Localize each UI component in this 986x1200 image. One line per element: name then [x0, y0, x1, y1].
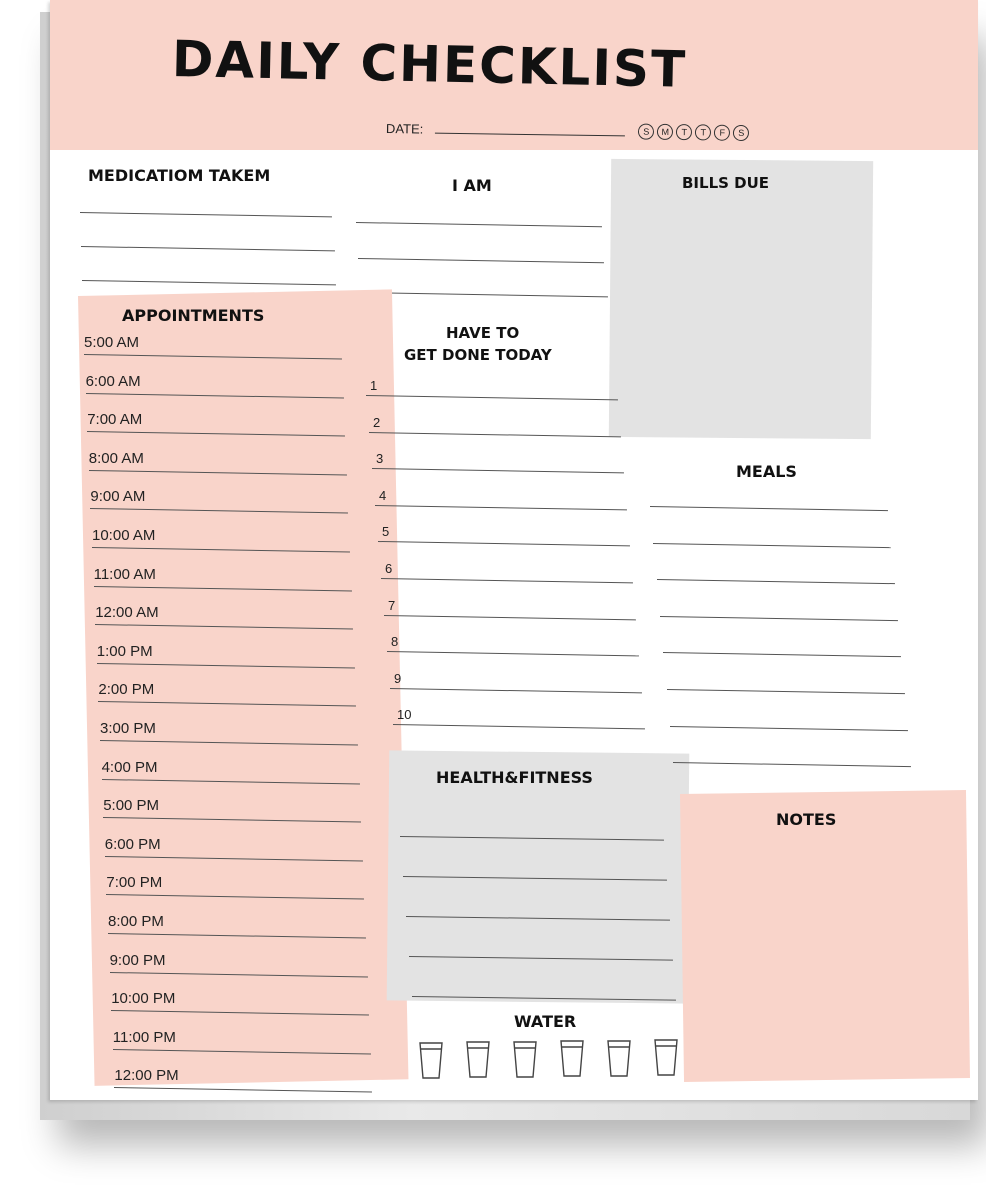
medication-line[interactable] — [82, 280, 336, 285]
meal-line[interactable] — [663, 652, 901, 657]
meal-line[interactable] — [673, 762, 911, 767]
appointment-time-label: 6:00 PM — [104, 835, 161, 853]
medication-line[interactable] — [80, 212, 332, 217]
appointment-time-label: 5:00 PM — [103, 797, 160, 815]
bills-due-heading: BILLS DUE — [682, 174, 770, 192]
meal-line[interactable] — [657, 579, 895, 584]
todo-number: 10 — [397, 707, 412, 723]
i-am-line[interactable] — [360, 292, 608, 297]
day-circle-mon[interactable]: M — [657, 124, 673, 140]
i-am-line[interactable] — [358, 258, 604, 263]
meal-line[interactable] — [660, 616, 898, 621]
notes-panel[interactable] — [680, 790, 970, 1082]
health-fitness-heading: HEALTH&FITNESS — [436, 768, 593, 787]
medication-line[interactable] — [81, 246, 335, 251]
appointment-time-label: 8:00 AM — [88, 449, 144, 467]
todo-line[interactable] — [390, 688, 642, 693]
appointment-time-label: 7:00 PM — [106, 874, 163, 892]
meal-line[interactable] — [666, 689, 904, 694]
appointment-time-label: 12:00 AM — [95, 604, 159, 622]
todo-line[interactable] — [384, 615, 636, 620]
water-cup-icon[interactable] — [512, 1039, 538, 1079]
day-circle-thu[interactable]: T — [695, 124, 711, 140]
todo-number: 1 — [370, 378, 378, 393]
appointment-time-label: 11:00 AM — [93, 565, 156, 583]
appointment-time-label: 12:00 PM — [114, 1067, 179, 1085]
todo-heading-line1: HAVE TO — [446, 324, 520, 342]
water-cup-icon[interactable] — [465, 1039, 491, 1079]
meals-heading: MEALS — [736, 462, 797, 481]
water-cup-icon[interactable] — [653, 1037, 679, 1077]
water-cup-icon[interactable] — [418, 1040, 444, 1080]
appointment-time-label: 4:00 PM — [101, 758, 158, 776]
date-label: DATE: — [385, 120, 424, 137]
appointment-time-label: 2:00 PM — [98, 681, 155, 699]
meal-line[interactable] — [650, 506, 888, 511]
todo-number: 5 — [382, 524, 390, 540]
todo-number: 4 — [379, 487, 387, 503]
appointment-time-label: 9:00 AM — [90, 488, 146, 506]
day-circle-fri[interactable]: F — [714, 125, 730, 141]
appointment-time-label: 8:00 PM — [108, 913, 164, 930]
appointment-time-label: 10:00 PM — [111, 990, 176, 1008]
todo-number: 7 — [388, 597, 396, 613]
notes-heading: NOTES — [776, 810, 837, 829]
todo-number: 6 — [385, 561, 393, 576]
water-cup-icon[interactable] — [606, 1038, 632, 1078]
meal-line[interactable] — [670, 726, 908, 731]
appointments-heading: APPOINTMENTS — [122, 306, 265, 325]
appointment-time-label: 1:00 PM — [96, 642, 153, 660]
day-circle-sun[interactable]: S — [638, 124, 654, 140]
appointment-time-label: 6:00 AM — [85, 372, 141, 390]
date-field[interactable] — [435, 132, 625, 136]
todo-line[interactable] — [378, 541, 630, 546]
appointment-time-label: 3:00 PM — [100, 720, 156, 737]
medication-heading: MEDICATIOM TAKEM — [88, 166, 271, 185]
checklist-sheet — [50, 0, 978, 1100]
todo-line[interactable] — [387, 651, 639, 656]
todo-line[interactable] — [393, 724, 645, 729]
water-heading: WATER — [514, 1012, 577, 1031]
appointment-time-label: 10:00 AM — [92, 527, 156, 544]
appointment-line[interactable] — [114, 1087, 372, 1093]
todo-line[interactable] — [372, 468, 624, 473]
meal-line[interactable] — [653, 543, 891, 548]
water-cup-icon[interactable] — [559, 1038, 585, 1078]
appointment-time-label: 9:00 PM — [109, 951, 166, 969]
appointment-time-label: 5:00 AM — [84, 334, 140, 351]
day-circle-sat[interactable]: S — [733, 125, 749, 141]
todo-number: 2 — [373, 414, 381, 430]
todo-line[interactable] — [369, 432, 621, 437]
bills-due-panel[interactable] — [609, 159, 873, 439]
todo-number: 3 — [376, 451, 384, 467]
todo-line[interactable] — [375, 505, 627, 510]
i-am-heading: I AM — [452, 176, 492, 195]
todo-line[interactable] — [381, 578, 633, 583]
i-am-line[interactable] — [356, 222, 602, 227]
todo-number: 9 — [394, 670, 402, 686]
todo-heading-line2: GET DONE TODAY — [404, 346, 552, 364]
appointment-time-label: 11:00 PM — [112, 1028, 176, 1046]
page-title: DAILY CHECKLIST — [171, 30, 688, 99]
todo-line[interactable] — [366, 395, 618, 400]
day-circle-tue[interactable]: T — [676, 124, 692, 140]
appointment-time-label: 7:00 AM — [87, 411, 143, 429]
todo-number: 8 — [391, 634, 399, 650]
